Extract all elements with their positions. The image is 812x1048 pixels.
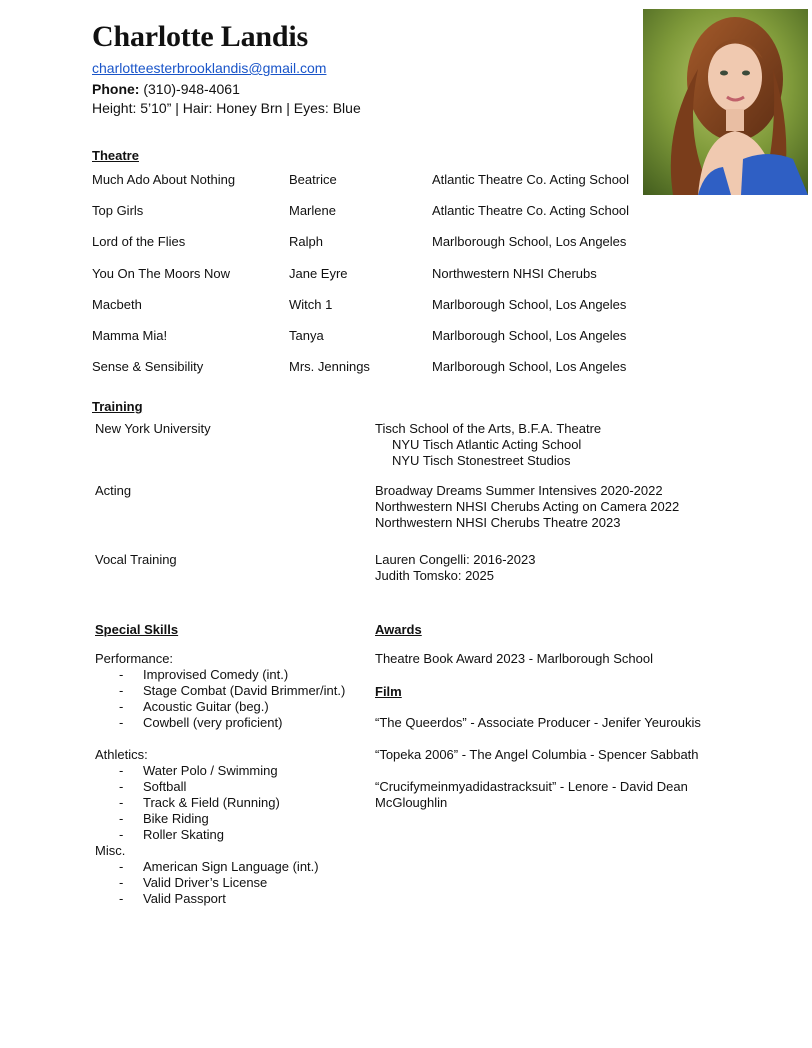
skills-category-label: Misc.	[95, 843, 126, 858]
training-label-vocal: Vocal Training	[95, 552, 177, 567]
list-item: - Track & Field (Running)	[119, 795, 280, 810]
training-line: Broadway Dreams Summer Intensives 2020-2022	[375, 483, 663, 498]
list-item: - Water Polo / Swimming	[119, 763, 278, 778]
role: Mrs. Jennings	[289, 359, 370, 374]
theatre-row	[92, 234, 652, 252]
list-item: - Stage Combat (David Brimmer/int.)	[119, 683, 346, 698]
film-item: “Crucifymeinmyadidastracksuit” - Lenore - David Dean McGloughlin	[375, 779, 688, 810]
list-item: - Bike Riding	[119, 811, 209, 826]
training-line: Northwestern NHSI Cherubs Theatre 2023	[375, 515, 621, 530]
show-title: Lord of the Flies	[92, 234, 186, 249]
resume-name: Charlotte Landis	[92, 20, 308, 53]
film-heading: Film	[375, 684, 402, 699]
role: Tanya	[289, 328, 324, 343]
film-item: “The Queerdos” - Associate Producer - Jenifer Yeuroukis	[375, 715, 701, 730]
show-title: Top Girls	[92, 203, 144, 218]
award-item: Theatre Book Award 2023 - Marlborough School	[375, 651, 653, 666]
venue: Atlantic Theatre Co. Acting School	[432, 203, 630, 218]
headshot-image	[643, 9, 808, 195]
training-line: NYU Tisch Stonestreet Studios	[392, 453, 571, 468]
awards-heading: Awards	[375, 622, 422, 637]
venue: Marlborough School, Los Angeles	[432, 359, 627, 374]
list-item: - Roller Skating	[119, 827, 224, 842]
skills-category-label: Performance:	[95, 651, 174, 666]
training-vocal-details	[375, 552, 535, 584]
list-item: - Valid Driver’s License	[119, 875, 268, 890]
training-heading: Training	[92, 399, 143, 414]
venue: Atlantic Theatre Co. Acting School	[432, 172, 630, 187]
list-item: - American Sign Language (int.)	[119, 859, 319, 874]
training-label-acting: Acting	[95, 483, 132, 498]
show-title: Much Ado About Nothing	[92, 172, 236, 187]
skills-category-label: Athletics:	[95, 747, 148, 762]
role: Jane Eyre	[289, 266, 348, 281]
theatre-row	[92, 203, 652, 221]
venue: Marlborough School, Los Angeles	[432, 328, 627, 343]
list-item: - Valid Passport	[119, 891, 226, 906]
theatre-row	[92, 172, 652, 190]
training-label-nyu: New York University	[95, 421, 211, 436]
show-title: You On The Moors Now	[92, 266, 231, 281]
show-title: Sense & Sensibility	[92, 359, 204, 374]
list-item: - Softball	[119, 779, 187, 794]
list-item: - Cowbell (very proficient)	[119, 715, 283, 730]
training-line: NYU Tisch Atlantic Acting School	[392, 437, 582, 452]
role: Beatrice	[289, 172, 337, 187]
training-line: Northwestern NHSI Cherubs Acting on Camera 2022	[375, 499, 680, 514]
training-line: Tisch School of the Arts, B.F.A. Theatre	[375, 421, 602, 436]
venue: Marlborough School, Los Angeles	[432, 297, 627, 312]
role: Ralph	[289, 234, 323, 249]
training-acting-details	[375, 483, 679, 531]
list-item: - Acoustic Guitar (beg.)	[119, 699, 269, 714]
role: Witch 1	[289, 297, 333, 312]
venue: Marlborough School, Los Angeles	[432, 234, 627, 249]
theatre-row	[92, 266, 652, 284]
headshot-photo	[643, 9, 808, 195]
show-title: Mamma Mia!	[92, 328, 168, 343]
physical-stats: Height: 5’10” | Hair: Honey Brn | Eyes: Blue	[92, 100, 361, 116]
show-title: Macbeth	[92, 297, 142, 312]
theatre-row	[92, 297, 652, 315]
role: Marlene	[289, 203, 336, 218]
theatre-row	[92, 359, 652, 377]
film-item: “Topeka 2006” - The Angel Columbia - Spencer Sabbath	[375, 747, 699, 762]
list-item: - Improvised Comedy (int.)	[119, 667, 289, 682]
theatre-heading: Theatre	[92, 148, 139, 163]
theatre-row	[92, 328, 652, 346]
phone-value: (310)-948-4061	[139, 81, 240, 97]
phone-label: Phone:	[92, 81, 140, 97]
special-skills-heading: Special Skills	[95, 622, 179, 637]
email-link[interactable]: charlotteesterbrooklandis@gmail.com	[92, 60, 327, 76]
phone-line	[92, 81, 240, 97]
special-skills-list	[95, 651, 345, 907]
training-line: Judith Tomsko: 2025	[375, 568, 494, 583]
venue: Northwestern NHSI Cherubs	[432, 266, 597, 281]
training-line: Lauren Congelli: 2016-2023	[375, 552, 536, 567]
training-nyu-details	[375, 421, 601, 469]
